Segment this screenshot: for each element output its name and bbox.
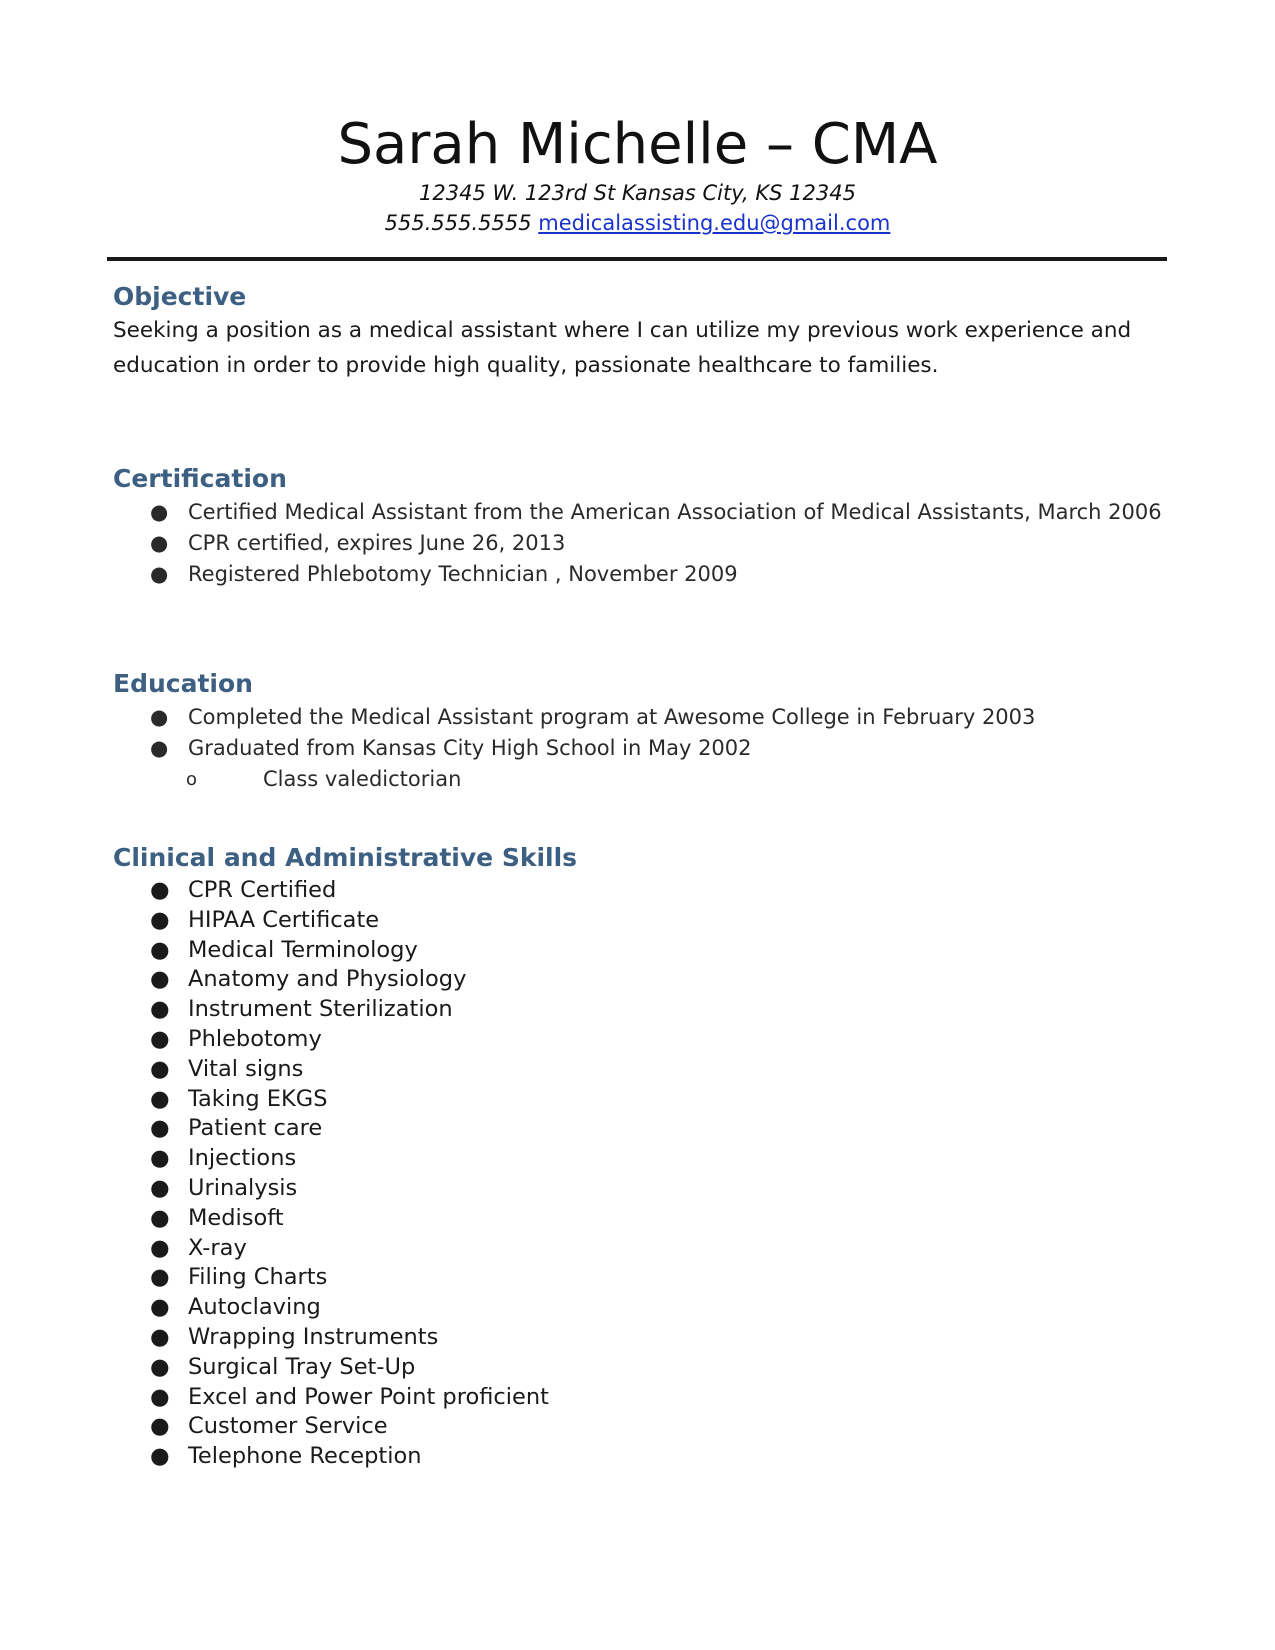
header-divider [107, 257, 1167, 261]
skill-item: ● Filing Charts [113, 1263, 1173, 1293]
list-item: ● Graduated from Kansas City High School in May 2002 o Class valedictorian [113, 733, 1173, 795]
list-item: ● CPR certified, expires June 26, 2013 [113, 528, 1173, 559]
list-item: ● Certified Medical Assistant from the American Association of Medical Assistants, March 2006 [113, 497, 1173, 528]
bullet-icon: ● [150, 1145, 170, 1172]
bullet-icon: ● [150, 1204, 170, 1231]
hollow-bullet-icon: o [186, 769, 198, 790]
skill-item: ● Excel and Power Point proficient [113, 1383, 1173, 1413]
bullet-icon: ● [150, 1264, 170, 1291]
bullet-icon: ● [150, 1234, 170, 1261]
skill-item: ● Medisoft [113, 1204, 1173, 1234]
certification-heading: Certification [113, 464, 287, 493]
bullet-icon: ● [150, 1174, 170, 1201]
bullet-icon: ● [150, 1115, 170, 1142]
bullet-icon: ● [150, 1413, 170, 1440]
bullet-icon: ● [150, 877, 170, 903]
list-item: ● Completed the Medical Assistant program at Awesome College in February 2003 [113, 702, 1173, 733]
bullet-icon: ● [150, 1383, 170, 1410]
skill-item: ● Autoclaving [113, 1293, 1173, 1323]
skill-item: ● Surgical Tray Set-Up [113, 1353, 1173, 1383]
bullet-icon: ● [150, 906, 170, 933]
contact-line [0, 208, 1275, 238]
objective-heading: Objective [113, 282, 247, 311]
skill-item: ● Urinalysis [113, 1174, 1173, 1204]
skill-item: ● Injections [113, 1144, 1173, 1174]
bullet-icon: ● [150, 966, 170, 993]
skill-item: ● Telephone Reception [113, 1442, 1173, 1472]
skill-item: ● Customer Service [113, 1412, 1173, 1442]
skill-item: ● Instrument Sterilization [113, 995, 1173, 1025]
bullet-icon: ● [150, 1323, 170, 1350]
resume-header [0, 112, 1275, 238]
email-link[interactable]: medicalassisting.edu@gmail.com [538, 211, 891, 235]
bullet-icon: ● [150, 1055, 170, 1082]
bullet-icon: ● [150, 1294, 170, 1321]
phone-number: 555.555.5555 [384, 211, 532, 235]
bullet-icon: ● [150, 1025, 170, 1052]
skill-item: ● Wrapping Instruments [113, 1323, 1173, 1353]
bullet-icon: ● [150, 1085, 170, 1112]
bullet-icon: ● [150, 936, 170, 963]
education-sublist [188, 764, 1173, 795]
bullet-icon: ● [150, 562, 169, 586]
bullet-icon: ● [150, 736, 169, 760]
skill-item: ● CPR Certified [113, 876, 1173, 906]
skill-item: ● Vital signs [113, 1055, 1173, 1085]
skill-item: ● HIPAA Certificate [113, 906, 1173, 936]
skill-item: ● Taking EKGS [113, 1085, 1173, 1115]
skill-item: ● Anatomy and Physiology [113, 965, 1173, 995]
certification-list [113, 497, 1173, 590]
skills-heading: Clinical and Administrative Skills [113, 843, 578, 872]
bullet-icon: ● [150, 1353, 170, 1380]
skill-item: ● Patient care [113, 1114, 1173, 1144]
skill-item: ● Medical Terminology [113, 936, 1173, 966]
bullet-icon: ● [150, 531, 169, 555]
skills-list [113, 876, 1173, 1472]
bullet-icon: ● [150, 500, 169, 524]
objective-text: Seeking a position as a medical assistant where I can utilize my previous work experience and education in order to provide high quality, passionate healthcare to families. [113, 318, 1132, 378]
skill-item: ● X-ray [113, 1234, 1173, 1264]
list-item: ● Registered Phlebotomy Technician , November 2009 [113, 559, 1173, 590]
bullet-icon: ● [150, 705, 169, 729]
education-heading: Education [113, 669, 253, 698]
address-line: 12345 W. 123rd St Kansas City, KS 12345 [419, 181, 856, 205]
sub-list-item: o Class valedictorian [188, 764, 1173, 795]
candidate-name: Sarah Michelle – CMA [337, 112, 938, 177]
bullet-icon: ● [150, 996, 170, 1023]
skill-item: ● Phlebotomy [113, 1025, 1173, 1055]
education-list [113, 702, 1173, 795]
bullet-icon: ● [150, 1443, 170, 1470]
